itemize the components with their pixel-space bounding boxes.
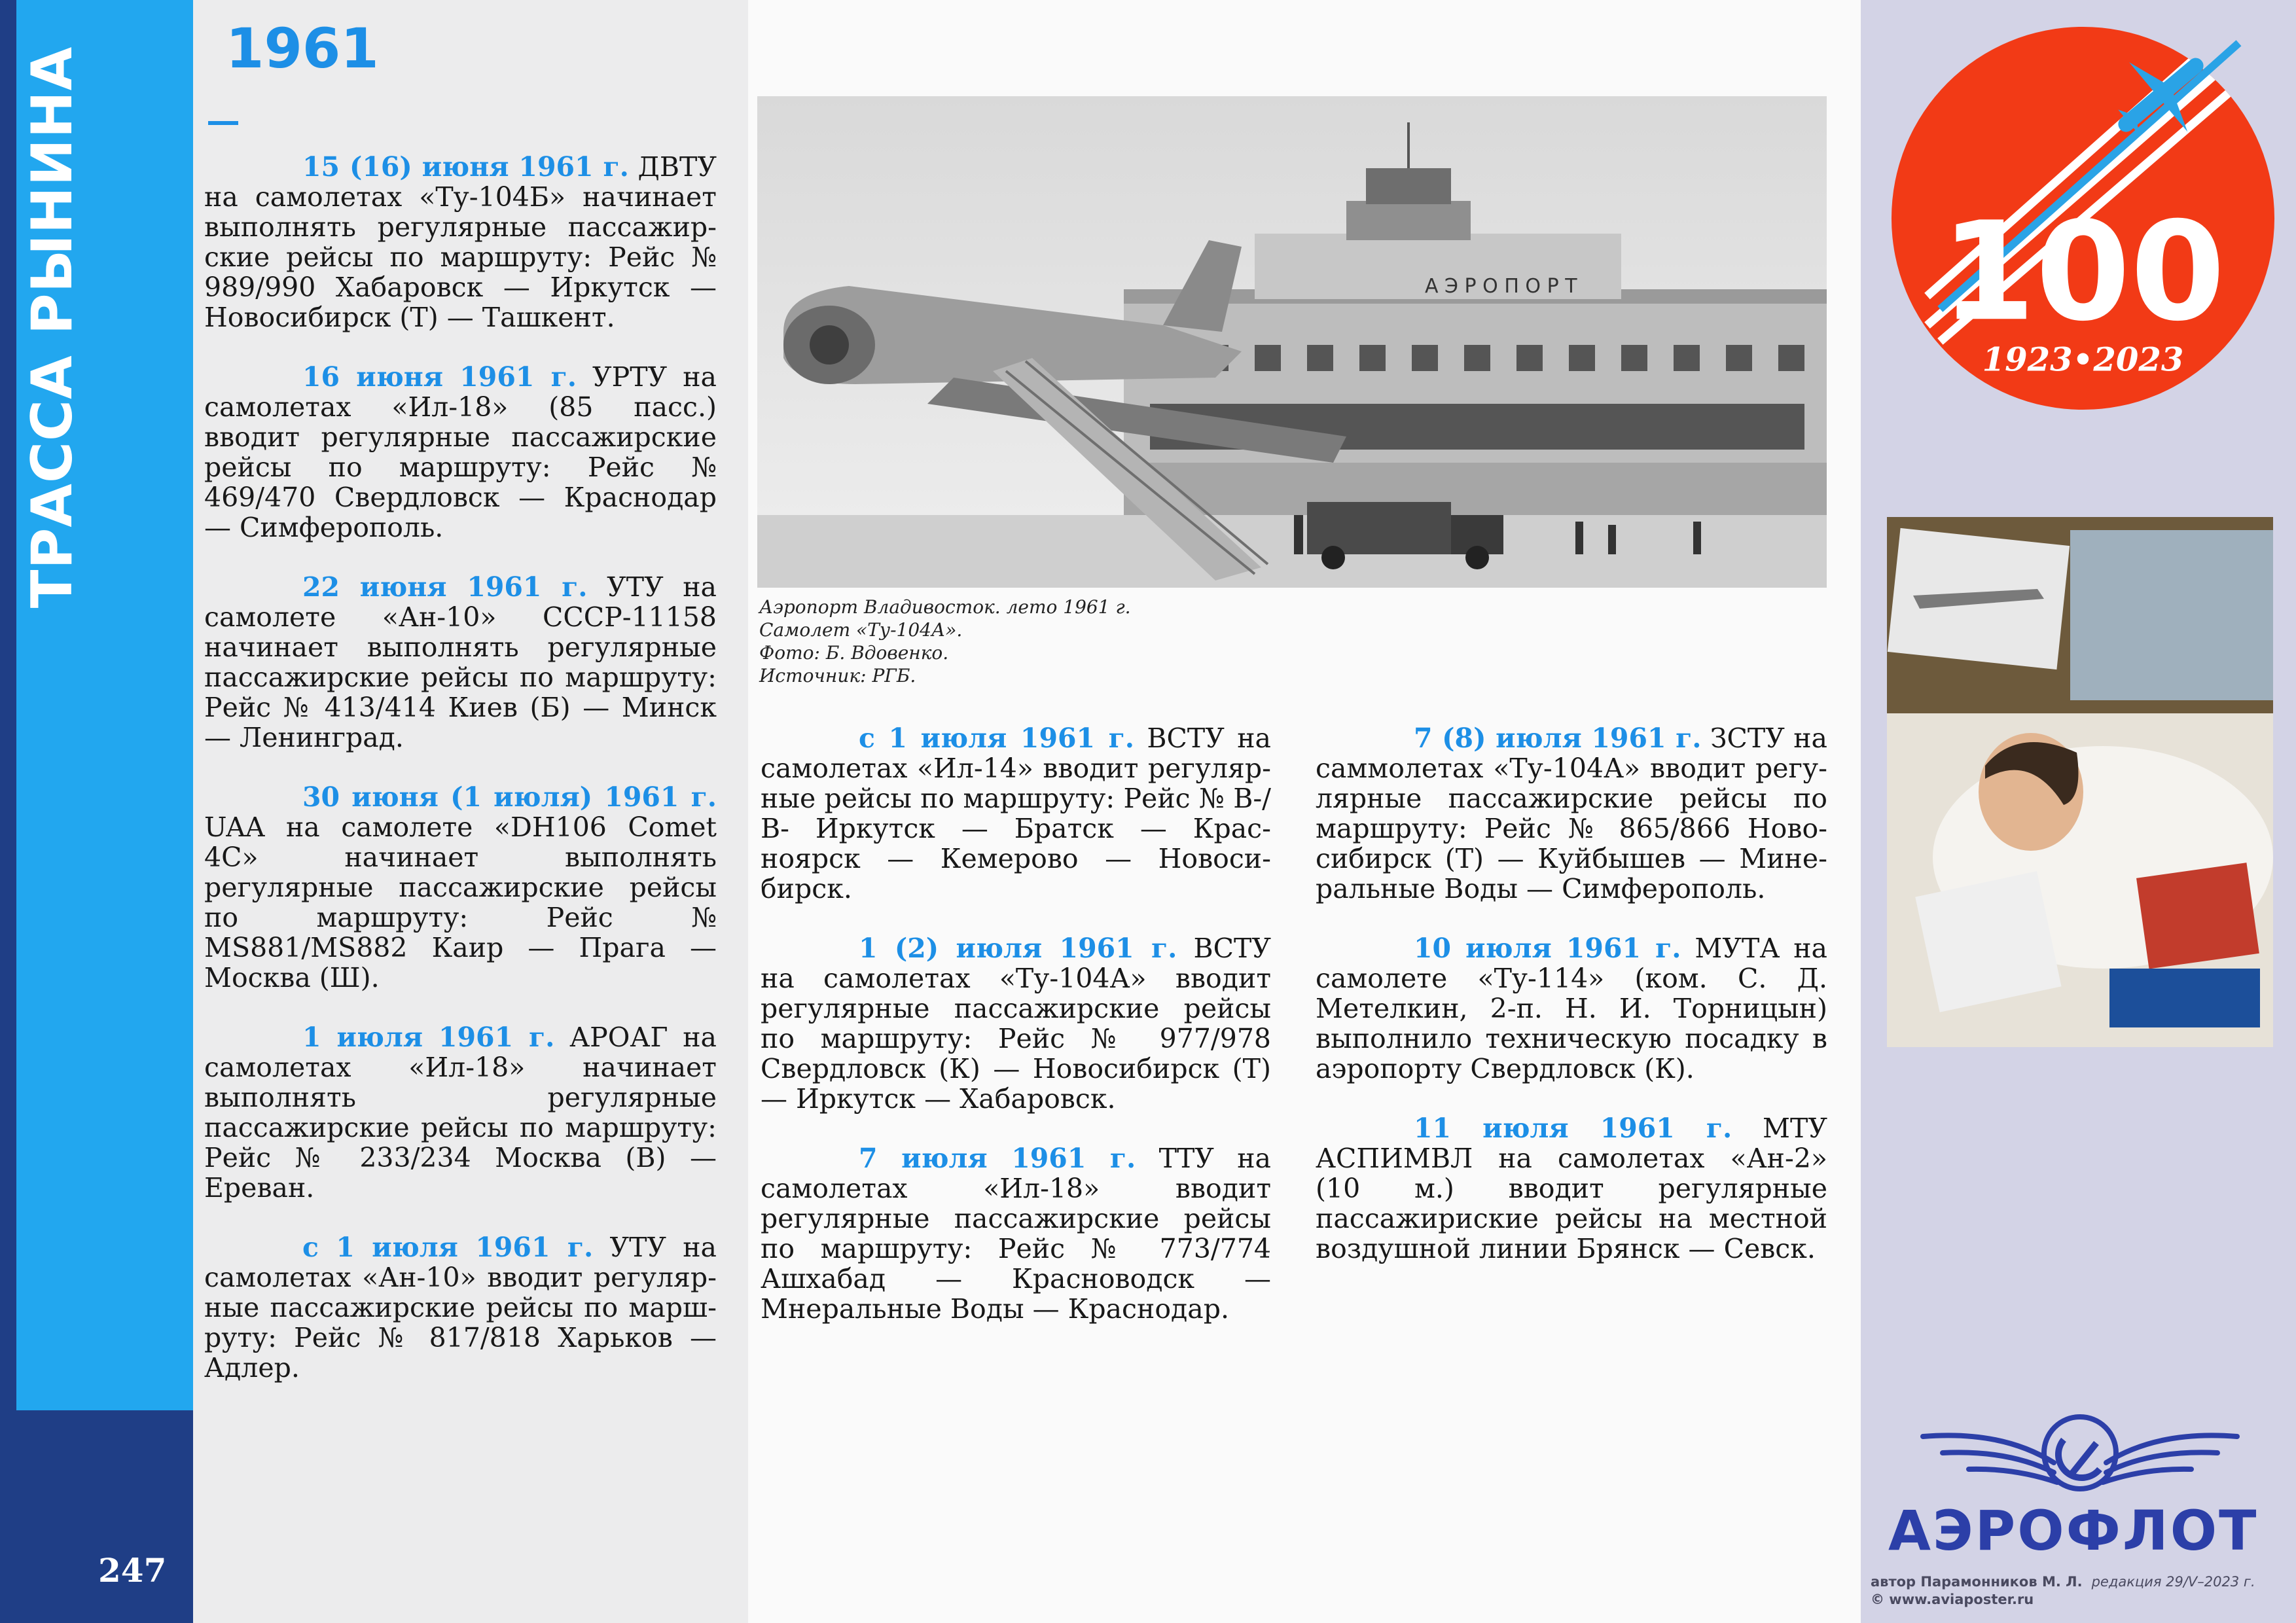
entry-text: ЗСТУ на саммолетах «Ту-104А» вводит регулярные пассажирские рейсы по маршруту: Рейс № 865/866 Новосибирск (Т) — Куйбышев — Минеральные Воды — Симферополь.	[1316, 722, 1827, 904]
entry-text: АРОАГ на самолетах «Ил-18» начинает выполнять регулярные пассажирские рейсы по маршруту: Рейс № 233/234 Москва (В) — Ереван.	[204, 1022, 717, 1204]
poster-illustration	[1887, 517, 2273, 1047]
entry-date: 1 (2) июля 1961 г.	[859, 933, 1177, 964]
year-dash-divider	[208, 121, 238, 125]
entry-date: 10 июля 1961 г.	[1414, 933, 1681, 964]
chronicle-entry	[204, 572, 717, 753]
chronicle-entry	[1316, 1113, 1827, 1264]
left-entries	[204, 152, 717, 1412]
anniversary-logo	[1888, 24, 2278, 413]
caption-line: Самолет «Ту-104А».	[759, 619, 963, 641]
entry-date: с 1 июля 1961 г.	[302, 1232, 594, 1263]
credits-edition: редакция 29/V–2023 г.	[2091, 1574, 2255, 1590]
vintage-poster	[1887, 517, 2273, 1047]
credits	[1871, 1573, 2255, 1609]
entry-text: УТУ на самолетах «Ан-10» вводит регулярные пассажирские рейсы по маршруту: Рейс № 817/818 Харьков — Адлер.	[204, 1232, 717, 1383]
building-sign: А Э Р О П О Р Т	[1425, 275, 1577, 298]
entry-date: 30 июня (1 июля) 1961 г.	[302, 781, 717, 813]
entry-text: ТТУ на самолетах «Ил-18» вводит регулярные пассажирские рейсы по маршруту: Рейс № 773/774 Ашхабад — Красноводск — Мнеральные Воды — Краснодар.	[761, 1143, 1271, 1325]
credits-site: © www.aviaposter.ru	[1871, 1592, 2034, 1607]
entry-text: УРТУ на самолетах «Ил-18» (85 пасс.) вводит регулярные пассажирские рейсы по маршруту: Рейс № 469/470 Свердловск — Краснодар — Симферополь.	[204, 361, 717, 543]
chronicle-entry	[204, 362, 717, 543]
entry-text: МТУ АСПИМВЛ на самолетах «Ан-2» (10 м.) вводит регулярные пассажириские рейсы на местной воздушной линии Брянск — Севск.	[1316, 1113, 1827, 1264]
entry-text: UAA на самолете «DH106 Comet 4C» начинает выполнять регулярные пассажирские рейсы по маршруту: Рейс № MS881/MS882 Каир — Прага — Москва (Ш).	[204, 812, 717, 993]
entry-date: 22 июня 1961 г.	[302, 571, 588, 603]
chronicle-entry	[1316, 723, 1827, 904]
entry-date: 11 июля 1961 г.	[1414, 1113, 1732, 1144]
chronicle-entry	[204, 1232, 717, 1383]
chronicle-entry	[204, 152, 717, 332]
anniversary-years: 1923•2023	[1982, 340, 2184, 379]
chronicle-entry	[761, 933, 1271, 1114]
entry-date: 1 июля 1961 г.	[302, 1022, 555, 1053]
chronicle-entry	[761, 723, 1271, 904]
chronicle-entry	[1316, 933, 1827, 1084]
entry-text: УТУ на самолете «Ан-10» СССР-11158 начинает выполнять регулярные пассажирские рейсы по маршруту: Рейс № 413/414 Киев (Б) — Минск — Ленинград.	[204, 571, 717, 753]
caption-line: Источник: РГБ.	[759, 665, 916, 687]
anniversary-number: 100	[1941, 193, 2225, 352]
entry-date: 7 июля 1961 г.	[859, 1143, 1136, 1174]
airport-photo	[757, 96, 1827, 588]
vertical-title-text: ТРАССА РЫНИНА	[20, 46, 85, 609]
caption-line: Фото: Б. Вдовенко.	[759, 642, 949, 664]
chronicle-entry	[204, 1022, 717, 1203]
entry-text: ДВТУ на самолетах «Ту-104Б» начинает выполнять регулярные пассажирские рейсы по маршруту: Рейс № 989/990 Хабаровск — Иркутск — Новосибирск (Т) — Ташкент.	[204, 151, 717, 333]
credits-author: автор Парамонников М. Л.	[1871, 1574, 2083, 1590]
entry-text: ВСТУ на самолетах «Ил-14» вводит регулярные рейсы по маршруту: Рейс № В-/В- Иркутск — Братск — Красноярск — Кемерово — Новосибирск.	[761, 722, 1272, 904]
chronicle-entry	[204, 782, 717, 993]
entry-date: 15 (16) июня 1961 г.	[302, 151, 629, 183]
photo-caption	[759, 596, 1131, 687]
year-heading: 1961	[226, 16, 379, 80]
airport-photo-illustration	[757, 96, 1827, 588]
middle-entries	[761, 723, 1271, 1353]
entry-date: 7 (8) июля 1961 г.	[1414, 722, 1702, 754]
entry-date: с 1 июля 1961 г.	[859, 722, 1135, 754]
aeroflot-wordmark: АЭРОФЛОТ	[1888, 1499, 2259, 1563]
entry-text: МУТА на самолете «Ту-114» (ком. С. Д. Метелкин, 2-п. Н. И. Торницын) выполнило техническую посадку в аэропорту Свердловск (К).	[1316, 933, 1828, 1084]
entry-date: 16 июня 1961 г.	[302, 361, 577, 393]
right-entries	[1316, 723, 1827, 1293]
entry-text: ВСТУ на самолетах «Ту-104А» вводит регулярные пассажирские рейсы по маршруту: Рейс № 977/978 Свердловск (К) — Новосибирск (Т) — Иркутск — Хабаровск.	[761, 933, 1272, 1115]
hammer-sickle-icon	[2058, 1440, 2100, 1478]
chronicle-entry	[761, 1143, 1271, 1324]
aeroflot-wings-emblem	[1916, 1391, 2244, 1508]
page-number: 247	[98, 1551, 167, 1590]
caption-line: Аэропорт Владивосток. лето 1961 г.	[759, 596, 1131, 618]
vertical-title	[16, 0, 88, 1410]
